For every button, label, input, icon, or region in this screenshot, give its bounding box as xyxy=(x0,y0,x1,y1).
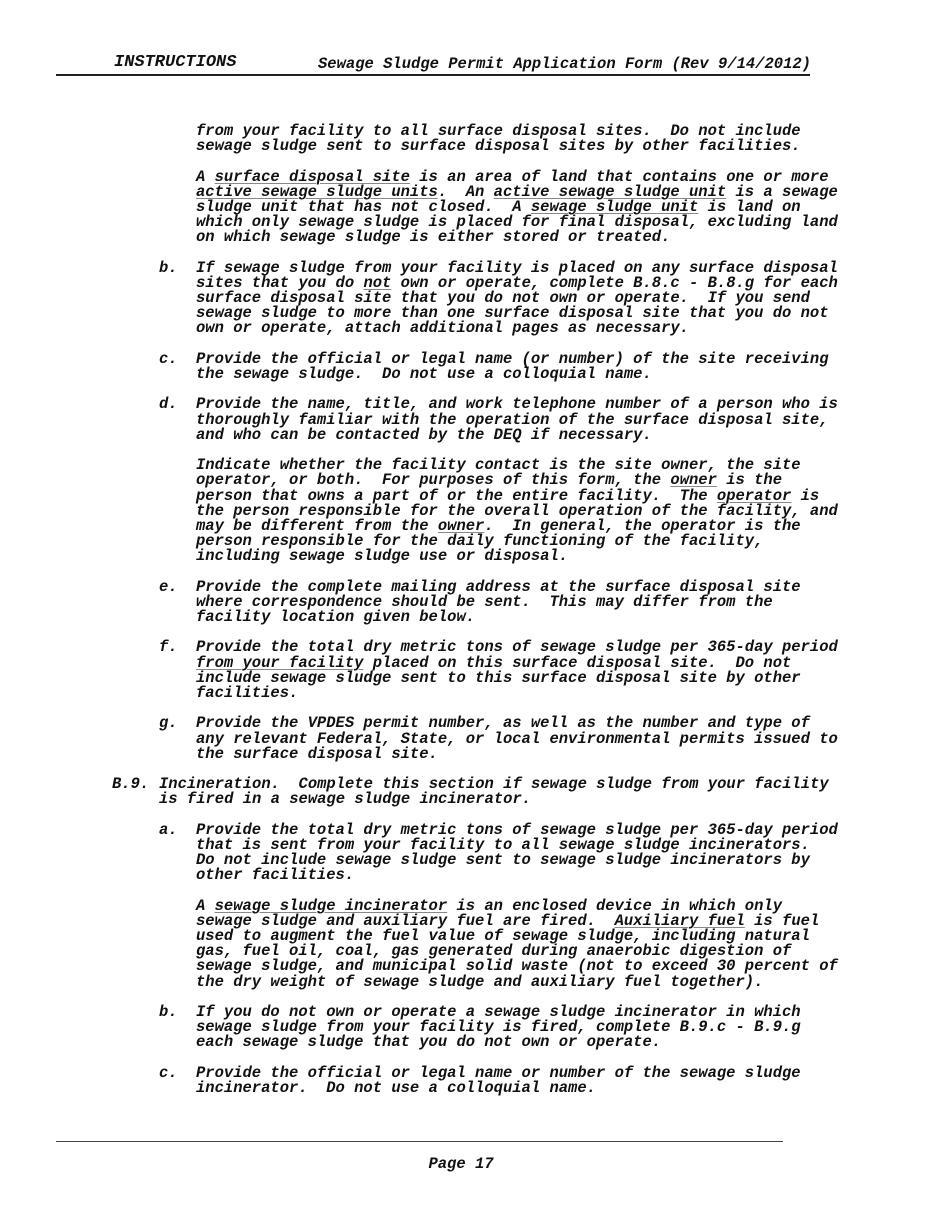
defined-term: sewage sludge incinerator xyxy=(214,896,448,915)
text-line: sewage sludge sent to surface disposal sites by other facilities. xyxy=(196,137,801,156)
text-line xyxy=(196,868,950,883)
text-run: any relevant Federal, State, or local environmental permits issued to xyxy=(196,729,838,748)
text-run: and who can be contacted by the DEQ if necessary. xyxy=(196,425,652,444)
header-rule xyxy=(56,74,810,76)
text-run: person that owns a part of or the entire facility. The xyxy=(196,486,717,505)
text-run: sewage sludge, and municipal solid waste (not to exceed 30 percent of xyxy=(196,957,838,976)
page-number: Page 17 xyxy=(428,1155,494,1173)
text-run: If you do not own or operate a sewage sludge incinerator in which xyxy=(196,1002,801,1021)
text-run: own or operate, complete B.8.c - B.8.g for each xyxy=(391,273,838,292)
text-run: Indicate whether the facility contact is the site owner, the site xyxy=(196,456,801,475)
text-run: including sewage sludge use or disposal. xyxy=(196,547,569,566)
item-marker: b. xyxy=(159,258,178,277)
text-run: A xyxy=(196,167,215,186)
item-marker: d. xyxy=(159,395,178,414)
text-line xyxy=(196,230,950,245)
text-run: own or operate, attach additional pages as necessary. xyxy=(196,319,689,338)
text-run: Do not include sewage sludge sent to sewage sludge incinerators by xyxy=(196,851,810,869)
text-line xyxy=(196,683,950,702)
text-run: . In general, the operator is the xyxy=(484,516,801,535)
text-run: is the xyxy=(716,471,783,490)
text-run: is an area of land that contains one or more xyxy=(409,167,829,186)
text-run: Provide the name, title, and work telephone number of a person who is xyxy=(196,395,838,414)
item-marker: f. xyxy=(159,638,178,657)
defined-term: active sewage sludge units xyxy=(196,182,438,201)
text-run: that is sent from your facility to all sewage sludge incinerators. xyxy=(196,835,810,854)
item-marker: a. xyxy=(159,820,178,839)
text-line xyxy=(196,668,950,687)
text-run: the person responsible for the overall operation of the facility, and xyxy=(196,501,838,520)
text-run: the sewage sludge. Do not use a colloquial name. xyxy=(196,365,652,383)
text-line xyxy=(196,321,950,336)
text-run: the surface disposal site. xyxy=(196,744,438,763)
text-run: Provide the official or legal name or number of the sewage sludge xyxy=(196,1063,801,1082)
text-run: which only sewage sludge is placed for final disposal, excluding land xyxy=(196,213,838,232)
text-run: on which sewage sludge is either stored or treated. xyxy=(196,228,671,247)
text-run: person responsible for the daily functioning of the facility, xyxy=(196,532,764,551)
text-run: include sewage sludge sent to this surface disposal site by other xyxy=(196,668,801,687)
text-run: the dry weight of sewage sludge and auxiliary fuel together). xyxy=(196,972,764,991)
text-line xyxy=(196,610,950,625)
text-run: operator, or both. For purposes of this form, the xyxy=(196,471,671,490)
text-line xyxy=(196,1078,950,1097)
text-run: facilities. xyxy=(196,683,299,702)
text-run: gas, fuel oil, coal, gas generated during anaerobic digestion of xyxy=(196,942,792,961)
header-form-title: Sewage Sludge Permit Application Form (Rev 9/14/2012) xyxy=(318,55,811,73)
text-run: may be different from the xyxy=(196,516,438,535)
defined-term: sewage sludge unit xyxy=(530,197,699,216)
text-run: is fuel xyxy=(744,911,820,930)
text-run: used to augment the fuel value of sewage sludge, including natural xyxy=(196,926,810,945)
text-run: Provide the total dry metric tons of sewage sludge per 365-day period xyxy=(196,820,838,839)
text-run: Provide the complete mailing address at the surface disposal site xyxy=(196,577,801,596)
item-marker: c. xyxy=(159,1063,178,1082)
text-run: . An xyxy=(437,182,494,201)
text-run: sewage sludge and auxiliary fuel are fired. xyxy=(196,911,615,930)
text-run: other facilities. xyxy=(196,866,355,885)
text-run: sewage sludge from your facility is fired, complete B.9.c - B.9.g xyxy=(196,1018,801,1037)
defined-term: owner xyxy=(670,471,717,490)
defined-term: owner xyxy=(437,516,485,535)
text-run: Provide the total dry metric tons of sewage sludge per 365-day period xyxy=(196,638,838,657)
text-run: thoroughly familiar with the operation of the surface disposal site, xyxy=(196,410,829,429)
text-run: placed on this surface disposal site. Do not xyxy=(363,653,792,672)
text-run: is an enclosed device in which only xyxy=(447,896,783,915)
defined-term: not xyxy=(363,273,392,292)
defined-term: from your facility xyxy=(196,653,364,672)
text-run: where correspondence should be sent. This may differ from the xyxy=(196,592,773,611)
text-run: sludge unit that has not closed. A xyxy=(196,197,531,216)
text-line xyxy=(196,1035,950,1050)
defined-term: active sewage sludge unit xyxy=(493,182,727,201)
text-run: facility location given below. xyxy=(196,608,476,626)
text-line xyxy=(196,549,950,564)
item-marker: e. xyxy=(159,577,178,596)
section-marker: B.9. xyxy=(112,775,150,794)
text-line xyxy=(196,744,950,763)
text-run: Provide the VPDES permit number, as well as the number and type of xyxy=(196,714,810,733)
document-body xyxy=(0,124,950,1096)
text-run: each sewage sludge that you do not own or operate. xyxy=(196,1033,662,1052)
text-run: is land on xyxy=(698,197,801,216)
text-line: from your facility to all surface disposal sites. Do not include xyxy=(196,122,801,140)
text-run: surface disposal site that you do not own or operate. If you send xyxy=(196,289,810,308)
defined-term: operator xyxy=(716,486,792,505)
defined-term: Auxiliary fuel xyxy=(614,911,745,930)
header-section-title: INSTRUCTIONS xyxy=(114,53,237,72)
section-text: Incineration. Complete this section if sewage sludge from your facility xyxy=(159,775,829,794)
text-run: Provide the official or legal name (or number) of the site receiving xyxy=(196,349,829,368)
item-marker: c. xyxy=(159,349,178,368)
text-line xyxy=(196,367,950,382)
text-run: incinerator. Do not use a colloquial name. xyxy=(196,1078,596,1097)
text-run: A xyxy=(196,896,215,915)
item-marker: g. xyxy=(159,714,178,733)
text-run: sites that you do xyxy=(196,273,364,292)
defined-term: surface disposal site xyxy=(214,167,410,186)
text-run: sewage sludge to more than one surface disposal site that you do not xyxy=(196,304,829,323)
item-marker: b. xyxy=(159,1002,178,1021)
text-run: is a sewage xyxy=(726,182,838,201)
text-run: If sewage sludge from your facility is placed on any surface disposal xyxy=(196,258,838,277)
text-run: is xyxy=(791,486,820,505)
text-line xyxy=(196,425,950,444)
text-line: is fired in a sewage sludge incinerator. xyxy=(159,790,532,809)
footer-rule xyxy=(56,1141,783,1142)
text-line xyxy=(196,972,950,991)
